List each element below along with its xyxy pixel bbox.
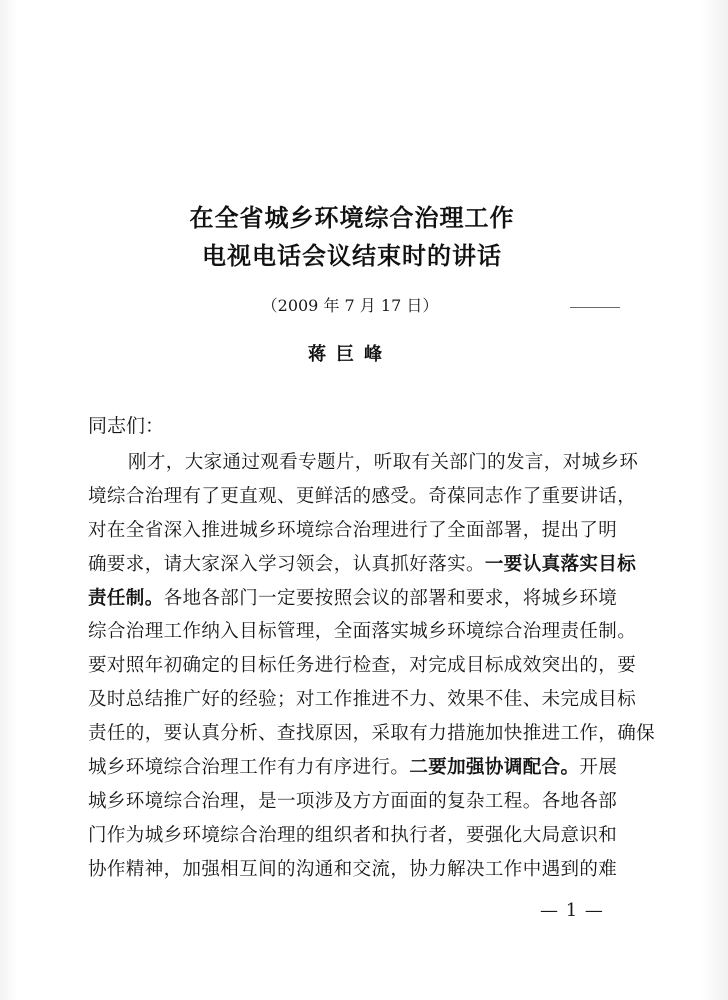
scan-mark	[570, 307, 620, 308]
body-line: 综合治理工作纳入目标管理，全面落实城乡环境综合治理责任制。	[88, 621, 637, 643]
body-line	[88, 582, 618, 616]
body-line: 要对照年初确定的目标任务进行检查，对完成目标成效突出的，要	[88, 655, 637, 677]
body-text-span: 确要求，请大家深入学习领会，认真抓好落实。	[88, 553, 485, 575]
body-line: 境综合治理有了更直观、更鲜活的感受。奇葆同志作了重要讲话，	[88, 485, 637, 507]
body-line	[88, 548, 637, 582]
body-line: 责任的，要认真分析、查找原因，采取有力措施加快推进工作，确保	[88, 723, 656, 745]
page-number: — 1 —	[540, 900, 604, 921]
body-line	[88, 751, 618, 785]
document-title-line-1: 在全省城乡环境综合治理工作	[189, 204, 515, 232]
body-line: 对在全省深入推进城乡环境综合治理进行了全面部署，提出了明	[88, 519, 618, 541]
speech-date: （2009 年 7 月 17 日）	[261, 296, 439, 315]
body-line: 及时总结推广好的经验；对工作推进不力、效果不佳、未完成目标	[88, 689, 637, 711]
body-text-span: 各地各部门一定要按照会议的部署和要求，将城乡环境	[163, 587, 618, 609]
document-title-line-2: 电视电话会议结束时的讲话	[202, 242, 502, 270]
key-point-heading: 二要加强协调配合。	[409, 757, 580, 779]
key-point-heading: 责任制。	[88, 587, 164, 609]
salutation: 同志们：	[88, 415, 165, 437]
speech-body	[88, 446, 656, 887]
body-line: 门作为城乡环境综合治理的组织者和执行者，要强化大局意识和	[88, 824, 618, 846]
body-line: 刚才，大家通过观看专题片，听取有关部门的发言，对城乡环	[128, 452, 639, 473]
body-line: 协作精神，加强相互间的沟通和交流，协力解决工作中遇到的难	[88, 858, 618, 880]
body-line: 城乡环境综合治理，是一项涉及方方面面的复杂工程。各地各部	[88, 790, 618, 812]
speaker-name: 蒋巨峰	[308, 344, 392, 365]
key-point-heading: 一要认真落实目标	[484, 553, 637, 575]
body-text-span: 城乡环境综合治理工作有力有序进行。	[88, 757, 410, 779]
body-text-span: 开展	[579, 757, 618, 779]
